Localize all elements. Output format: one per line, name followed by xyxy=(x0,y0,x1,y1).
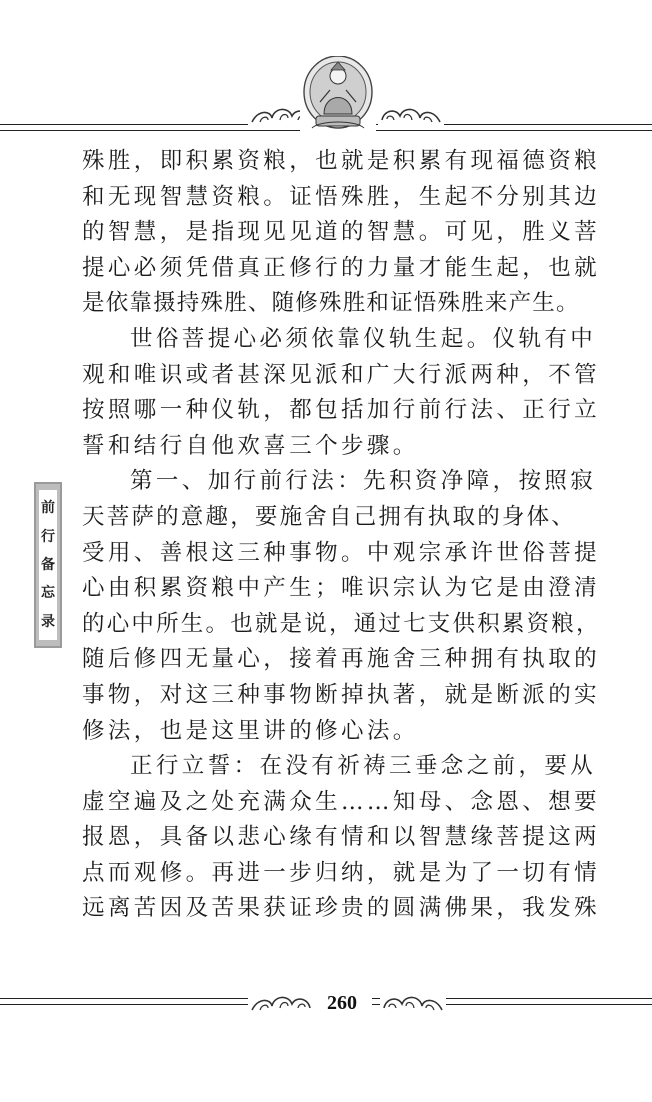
cloud-scroll-icon xyxy=(380,988,446,1016)
text-line: 报恩，具备以悲心缘有情和以智慧缘菩提这两 xyxy=(82,824,601,851)
text-line: 点而观修。再进一步归纳，就是为了一切有情 xyxy=(82,859,601,886)
text-line: 是依靠摄持殊胜、随修殊胜和证悟殊胜来产生。 xyxy=(82,290,580,317)
text-line: 第一、加行前行法：先积资净障，按照寂 xyxy=(130,468,597,495)
text-line: 虚空遍及之处充满众生……知母、念恩、想要 xyxy=(82,788,601,815)
text-line: 誓和结行自他欢喜三个步骤。 xyxy=(82,432,419,459)
side-tab-char: 行 xyxy=(41,528,55,545)
text-line: 观和唯识或者甚深见派和广大行派两种，不管 xyxy=(82,361,601,388)
cloud-scroll-icon xyxy=(248,988,314,1016)
text-line: 正行立誓：在没有祈祷三垂念之前，要从 xyxy=(130,753,597,780)
side-tab-char: 前 xyxy=(41,500,55,517)
side-tab-label xyxy=(39,490,57,640)
page-number-box xyxy=(312,988,372,1018)
text-line: 事物，对这三种事物断掉执著，就是断派的实 xyxy=(82,681,601,708)
side-tab-char: 忘 xyxy=(41,585,55,602)
text-line: 的智慧，是指现见见道的智慧。可见，胜义菩 xyxy=(82,219,601,246)
page-number: 260 xyxy=(327,992,357,1014)
text-line: 提心必须凭借真正修行的力量才能生起，也就 xyxy=(82,254,601,281)
text-line: 修法，也是这里讲的修心法。 xyxy=(82,717,419,744)
text-line: 殊胜，即积累资粮，也就是积累有现福德资粮 xyxy=(82,148,601,174)
side-tab xyxy=(34,482,62,648)
text-line: 远离苦因及苦果获证珍贵的圆满佛果，我发殊 xyxy=(82,895,601,922)
text-line: 按照哪一种仪轨，都包括加行前行法、正行立 xyxy=(82,397,601,424)
text-line: 受用、善根这三种事物。中观宗承许世俗菩提 xyxy=(82,539,601,566)
body-text xyxy=(82,144,612,927)
text-line: 随后修四无量心，接着再施舍三种拥有执取的 xyxy=(82,646,601,673)
text-line: 世俗菩提心必须依靠仪轨生起。仪轨有中 xyxy=(130,325,597,352)
side-tab-char: 录 xyxy=(41,613,55,630)
text-line: 和无现智慧资粮。证悟殊胜，生起不分别其边 xyxy=(82,183,601,210)
side-tab-char: 备 xyxy=(41,556,55,573)
text-line: 的心中所生。也就是说，通过七支供积累资粮， xyxy=(82,610,601,637)
text-line: 天菩萨的意趣，要施舍自己拥有执取的身体、 xyxy=(82,503,577,530)
text-line: 心由积累资粮中产生；唯识宗认为它是由澄清 xyxy=(82,575,601,602)
buddha-figure-icon xyxy=(300,56,376,136)
cloud-scroll-icon xyxy=(378,100,444,128)
